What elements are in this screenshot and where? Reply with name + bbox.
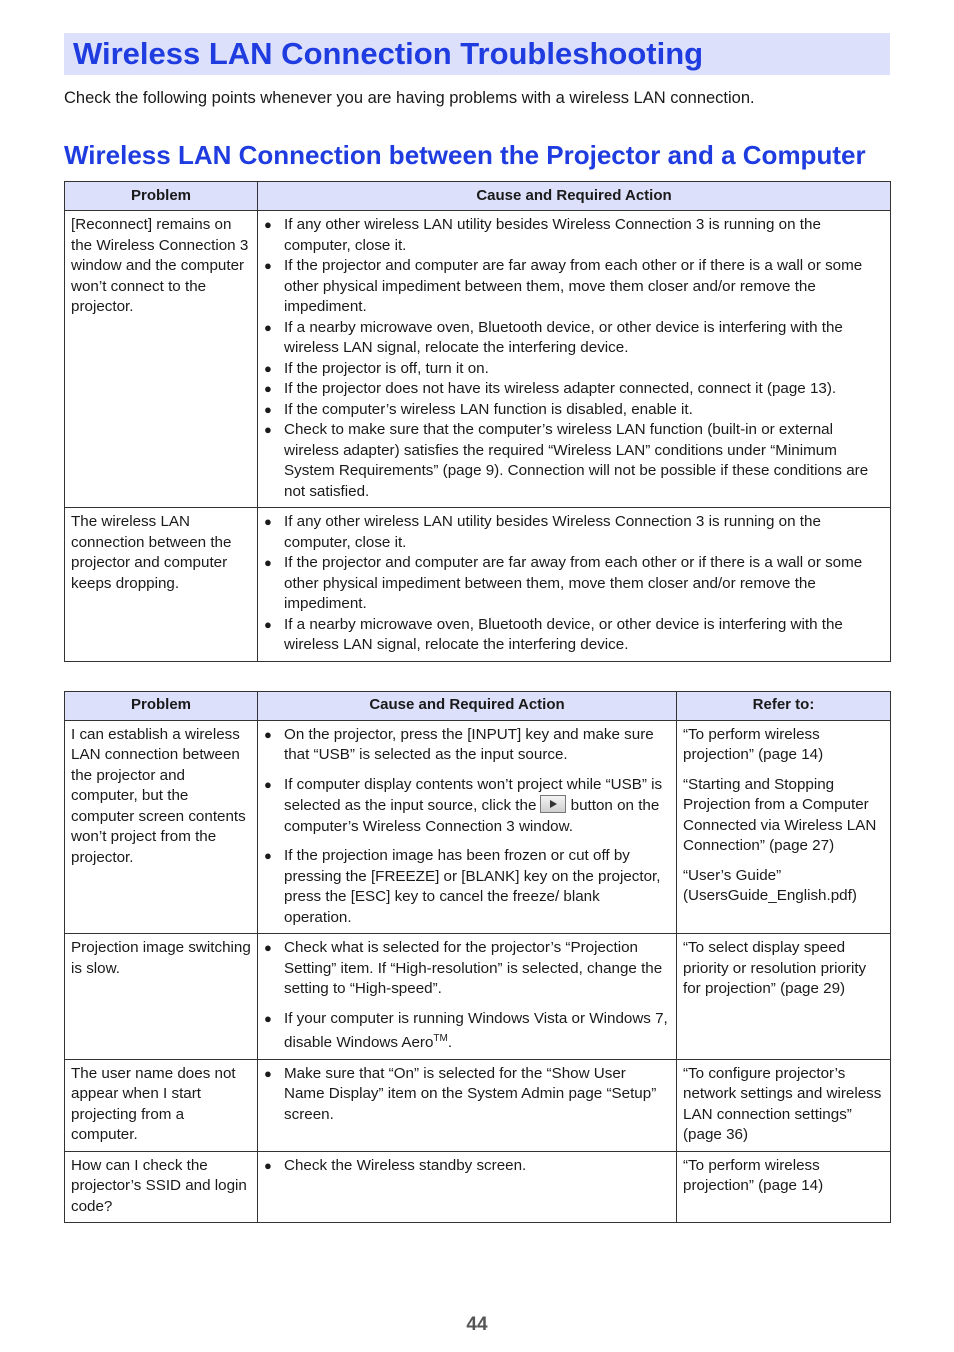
action-cell (258, 211, 891, 508)
list-item: ● If a nearby microwave oven, Bluetooth device, or other device is interfering with the wireless LAN signal, relocate the interfering device. (264, 615, 884, 656)
page-number: 44 (466, 1314, 488, 1335)
reference-text: “To configure projector’s network settings and wireless LAN connection settings” (page 36) (683, 1064, 882, 1144)
table-row (65, 934, 891, 1060)
action-cell (258, 508, 891, 662)
action-list (264, 215, 884, 502)
action-list (264, 1064, 670, 1126)
column-header-problem: Problem (65, 691, 258, 720)
column-header-problem: Problem (65, 182, 258, 211)
troubleshooting-table-1 (64, 181, 891, 662)
reference-text: “Starting and Stopping Projection from a Computer Connected via Wireless LAN Connection” (page 27) (683, 775, 877, 854)
table-row (65, 211, 891, 508)
list-item: ● If any other wireless LAN utility besides Wireless Connection 3 is running on the computer, close it. (264, 215, 884, 256)
list-item: ● If the projector is off, turn it on. (264, 359, 884, 380)
list-item-text: If computer display contents won’t project while “USB” is selected as the input source, click the (284, 775, 663, 814)
list-item: ● Check what is selected for the projector’s “Projection Setting” item. If “High-resolution” is selected, change the setting to “High-speed”. (264, 938, 670, 1000)
list-item: ● If the projector does not have its wireless adapter connected, connect it (page 13). (264, 379, 884, 400)
refer-cell (677, 1059, 891, 1151)
page-content (64, 33, 890, 1223)
list-item (264, 1009, 670, 1054)
list-item: ● If any other wireless LAN utility besides Wireless Connection 3 is running on the computer, close it. (264, 512, 884, 553)
page-title: Wireless LAN Connection Troubleshooting (64, 33, 890, 75)
troubleshooting-table-2 (64, 691, 891, 1224)
list-item: ● If the projector and computer are far away from each other or if there is a wall or some other physical impediment between them, move them closer and/or remove the impediment. (264, 256, 884, 318)
table-row (65, 1151, 891, 1223)
action-list (264, 1156, 670, 1177)
trademark-sup: TM (433, 1033, 448, 1044)
problem-cell: How can I check the projector’s SSID and login code? (65, 1151, 258, 1223)
play-icon (540, 795, 566, 813)
problem-cell: [Reconnect] remains on the Wireless Connection 3 window and the computer won’t connect to the projector. (65, 211, 258, 508)
problem-cell: The user name does not appear when I start projecting from a computer. (65, 1059, 258, 1151)
action-list (264, 725, 670, 929)
section-title: Wireless LAN Connection between the Projector and a Computer (64, 140, 866, 170)
reference-text: “To select display speed priority or resolution priority for projection” (page 29) (683, 939, 867, 997)
reference-text: “To perform wireless projection” (page 14) (683, 1156, 824, 1195)
action-list (264, 938, 670, 1054)
refer-cell (677, 934, 891, 1060)
table-header-row (65, 691, 891, 720)
refer-cell (677, 1151, 891, 1223)
list-item-text: If your computer is running Windows Vista or Windows 7, disable Windows Aero (284, 1009, 668, 1052)
table-row (65, 720, 891, 934)
list-item: ● Check the Wireless standby screen. (264, 1156, 670, 1177)
column-header-action: Cause and Required Action (258, 182, 891, 211)
action-cell (258, 934, 677, 1060)
table-header-row (65, 182, 891, 211)
action-cell (258, 1059, 677, 1151)
action-list (264, 512, 884, 656)
list-item: ● On the projector, press the [INPUT] key and make sure that “USB” is selected as the input source. (264, 725, 670, 766)
list-item: ● Make sure that “On” is selected for the “Show User Name Display” item on the System Admin page “Setup” screen. (264, 1064, 670, 1126)
problem-cell: Projection image switching is slow. (65, 934, 258, 1060)
list-item-text: button on the computer’s Wireless Connection 3 window. (284, 797, 660, 835)
list-item (264, 775, 670, 838)
action-cell (258, 720, 677, 934)
list-item: ● If the computer’s wireless LAN function is disabled, enable it. (264, 400, 884, 421)
table-row (65, 508, 891, 662)
list-item: ● If the projector and computer are far away from each other or if there is a wall or some other physical impediment between them, move them closer and/or remove the impediment. (264, 553, 884, 615)
list-item: ● Check to make sure that the computer’s wireless LAN function (built-in or external wireless adapter) satisfies the required “Wireless LAN” conditions under “Minimum System Requirements” (page 9). Connection will not be possible if these conditions are not satisfied. (264, 420, 884, 502)
list-item-text: . (447, 1034, 453, 1052)
table-row (65, 1059, 891, 1151)
problem-cell: The wireless LAN connection between the projector and computer keeps dropping. (65, 508, 258, 662)
refer-cell (677, 720, 891, 934)
reference-text: “User’s Guide” (UsersGuide_English.pdf) (683, 866, 857, 904)
list-item: ● If a nearby microwave oven, Bluetooth device, or other device is interfering with the wireless LAN signal, relocate the interfering device. (264, 318, 884, 359)
problem-cell: I can establish a wireless LAN connection between the projector and computer, but the computer screen contents won’t project from the projector. (65, 720, 258, 934)
action-cell (258, 1151, 677, 1223)
reference-text: “To perform wireless projection” (page 14) (683, 725, 824, 763)
column-header-action: Cause and Required Action (258, 691, 677, 720)
intro-text: Check the following points whenever you are having problems with a wireless LAN connection. (64, 89, 755, 107)
column-header-refer: Refer to: (677, 691, 891, 720)
list-item: ● If the projection image has been frozen or cut off by pressing the [FREEZE] or [BLANK] key on the projector, press the [ESC] key to cancel the freeze/ blank operation. (264, 846, 670, 928)
